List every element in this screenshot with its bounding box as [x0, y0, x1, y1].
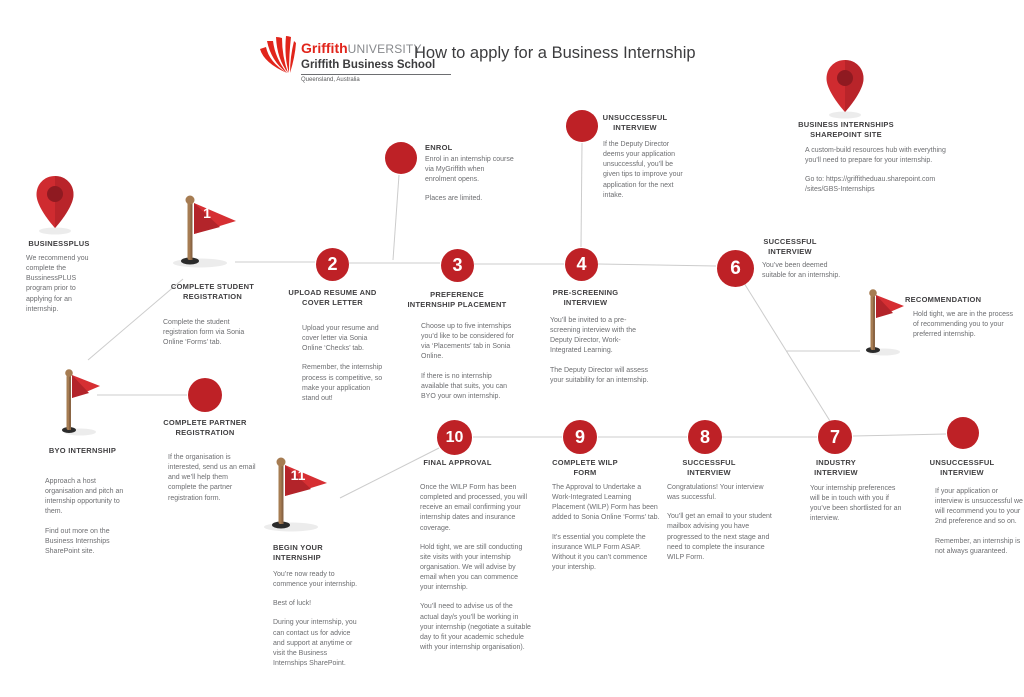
node-title: COMPLETE STUDENT REGISTRATION: [170, 282, 255, 301]
step-circle-2: [316, 248, 349, 281]
body-text: Your internship preferences will be in touch with you if you’ve been shortlisted for an interview.: [810, 485, 902, 523]
node-body: [421, 322, 518, 411]
step-number: 9: [574, 426, 585, 447]
step-number: 3: [452, 255, 463, 275]
node-body: [552, 483, 660, 582]
griffith-flame-icon: [258, 36, 296, 85]
body-text: If the Deputy Director deems your application unsuccessful, you’ll be given tips to improve your application for the next intake.: [603, 141, 683, 199]
body-text: Upload your resume and cover letter via Sonia Online ‘Checks’ tab.: [302, 325, 379, 353]
body-text: Congratulations! Your interview was successful.: [667, 484, 764, 502]
body-text: A custom-build resources hub with everything you’ll need to prepare for your internship.: [805, 147, 946, 165]
step-number: 10: [445, 428, 464, 446]
flag-icon: [862, 286, 908, 363]
body-text: Find out more on the Business Internships SharePoint site.: [45, 527, 110, 555]
node-title: SUCCESSFUL INTERVIEW: [682, 458, 736, 477]
body-text: You’ll need to advise us of the actual day/s you’ll be working in your internship (negotiate a suitable day to fit your academic schedule with your internship organisation).: [420, 603, 531, 651]
node-title: UNSUCCESSFUL INTERVIEW: [602, 113, 668, 132]
logo-university: UNIVERSITY: [347, 42, 422, 56]
node-title: UNSUCCESSFUL INTERVIEW: [929, 458, 995, 477]
node-body: [667, 483, 772, 572]
body-text: If your application or interview is unsuccessful we will recommend you to your 2nd preference and so on.: [935, 488, 1023, 526]
body-text: It’s essential you complete the insurance WILP Form ASAP. Without it you can’t commence your intership.: [552, 533, 648, 571]
node-body: [45, 477, 130, 566]
body-text: Places are limited.: [425, 195, 483, 203]
node-body: [26, 254, 100, 324]
unsuccessful-dot-icon: [947, 417, 979, 449]
node-body: [603, 140, 691, 210]
node-title: PRE-SCREENING INTERVIEW: [552, 288, 619, 307]
node-body: [550, 316, 650, 395]
body-text: Hold tight, we are in the process of recommending you to your preferred internship.: [913, 311, 1013, 339]
body-text: Approach a host organisation and pitch an internship opportunity to them.: [45, 478, 124, 516]
node-title: COMPLETE PARTNER REGISTRATION: [163, 418, 247, 437]
node-title: ENROL: [425, 143, 453, 152]
body-text: Once the WILP Form has been completed and processed, you will receive an email confirming your internship dates and insurance coverage.: [420, 484, 528, 532]
body-text: Enrol in an internship course via MyGriffith when enrolment opens.: [425, 156, 514, 184]
body-text: Remember, an internship is not always guaranteed.: [935, 537, 1021, 555]
node-title: INDUSTRY INTERVIEW: [814, 458, 858, 477]
body-text: If the organisation is interested, send us an email and we’ll help them complete the partner registration form.: [168, 454, 256, 502]
map-pin-icon: [33, 174, 77, 241]
body-text: Go to: https://griffitheduau.sharepoint.com /sites/GBS-Internships: [805, 176, 936, 194]
node-title: BUSINESSPLUS: [28, 239, 90, 248]
connector-line: [744, 283, 830, 421]
body-text: The Deputy Director will assess your suitability for an internship.: [550, 366, 649, 384]
node-body: [762, 261, 847, 290]
connector-line: [393, 175, 399, 260]
body-text: The Approval to Undertake a Work-Integrated Learning Placement (WILP) Form has been added to Sonia Online ‘Forms’ tab.: [552, 484, 660, 522]
body-text: Hold tight, we are still conducting site visits with your internship organisation. We will advise by email when you can commence your internship.: [420, 543, 523, 592]
node-body: [163, 318, 255, 357]
page-title: How to apply for a Business Internship: [414, 44, 696, 62]
step-circle-3: [441, 249, 474, 282]
step-number: 2: [327, 254, 338, 274]
node-title: RECOMMENDATION: [905, 295, 982, 304]
flag-icon: [249, 452, 331, 541]
node-title: BYO INTERNSHIP: [48, 446, 117, 455]
node-body: [810, 484, 902, 534]
body-text: Best of luck!: [273, 600, 312, 608]
partner-dot-icon: [188, 378, 222, 412]
node-title: UPLOAD RESUME AND COVER LETTER: [288, 288, 377, 307]
step-number: 6: [730, 257, 741, 279]
body-text: Complete the student registration form via Sonia Online ‘Forms’ tab.: [163, 319, 245, 347]
flag-icon: [158, 190, 240, 277]
step-number: 7: [829, 426, 840, 447]
node-title: SUCCESSFUL INTERVIEW: [763, 237, 817, 256]
body-text: You’ll get an email to your student mailbox advising you have progressed to the next stage and need to complete the insurance WILP Form.: [667, 513, 772, 561]
logo-region: Queensland, Australia: [301, 76, 360, 83]
node-body: [805, 146, 957, 205]
node-title: FINAL APPROVAL: [423, 458, 492, 467]
body-text: Choose up to five internships you’d like to be considered for via ‘Placements’ tab in Sonia Online.: [421, 323, 514, 361]
node-body: [913, 310, 1013, 349]
logo-rule: [301, 74, 451, 75]
flag-number: 11: [290, 467, 306, 483]
body-text: You’ll be invited to a pre-screening interview with the Deputy Director, Work-Integrated Learning.: [550, 317, 636, 355]
node-title: BUSINESS INTERNSHIPS SHAREPOINT SITE: [798, 120, 894, 139]
body-text: If there is no internship available that suits, you can BYO your own internship.: [421, 372, 507, 400]
body-text: You’ve been deemed suitable for an internship.: [762, 262, 841, 280]
step-number: 4: [576, 254, 587, 274]
step-circle-8: [688, 420, 722, 454]
logo-brand: Griffith: [301, 40, 348, 56]
logo-school: Griffith Business School: [301, 58, 436, 71]
body-text: You’re now ready to commence your internship.: [273, 571, 358, 589]
body-text: Remember, the internship process is competitive, so make your application stand out!: [302, 364, 383, 402]
flag-icon: [58, 366, 104, 443]
step-number: 8: [699, 426, 710, 447]
connector-line: [581, 143, 582, 247]
node-title: PREFERENCE INTERNSHIP PLACEMENT: [407, 290, 507, 309]
step-circle-10: [437, 420, 472, 455]
enrol-dot-icon: [385, 142, 417, 174]
step-circle-4: [565, 248, 598, 281]
flag-number: 1: [203, 205, 211, 221]
body-text: We recommend you complete the BussinessPLUS program prior to applying for an internship.: [26, 255, 89, 313]
step-circle-6: [717, 250, 754, 287]
node-title: COMPLETE WILP FORM: [552, 458, 618, 477]
node-body: [168, 453, 258, 513]
node-body: [425, 155, 515, 214]
connector-line: [598, 264, 716, 266]
map-pin-icon: [823, 58, 867, 125]
node-body: [935, 487, 1023, 566]
node-body: [302, 324, 388, 413]
node-body: [420, 483, 532, 662]
step-circle-9: [563, 420, 597, 454]
node-body: [273, 570, 361, 678]
node-title: BEGIN YOUR INTERNSHIP: [273, 543, 323, 562]
connector-line: [853, 434, 946, 436]
body-text: During your internship, you can contact us for advice and support at anytime or visit the Business Internships SharePoint.: [273, 619, 357, 667]
step-circle-7: [818, 420, 852, 454]
